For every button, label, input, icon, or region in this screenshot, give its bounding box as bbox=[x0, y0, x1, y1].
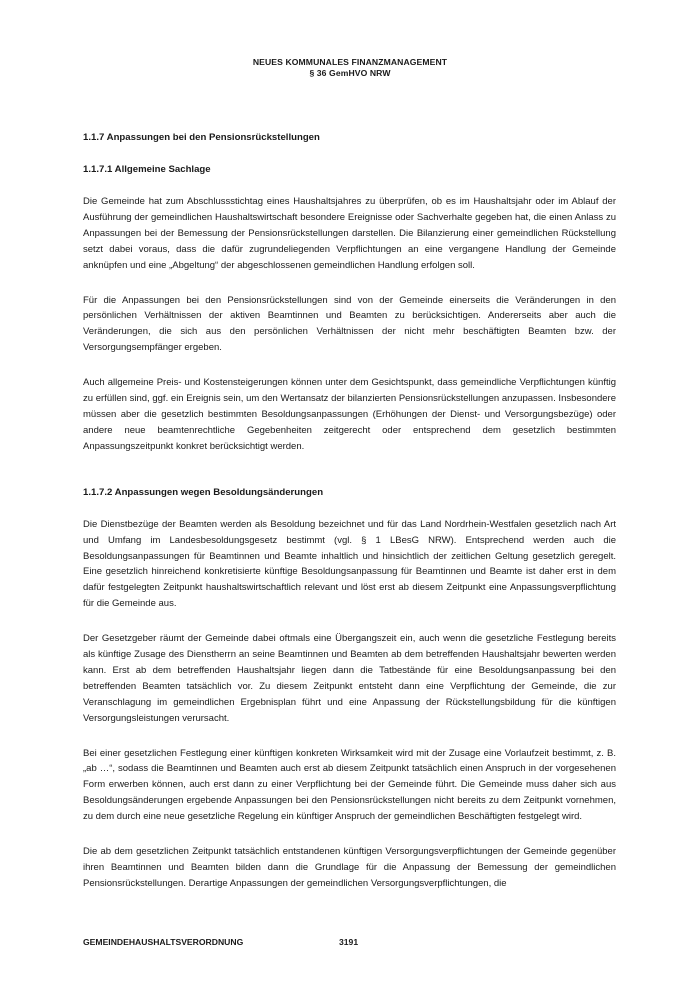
paragraph: Für die Anpassungen bei den Pensionsrückstellungen sind von der Gemeinde einerseits die Veränderungen in den persönlichen Verhältnissen der aktiven Beamtinnen und Beamten zu berücksichtigen. Andererseits aber auch die Veränderungen, die sich aus den persönlichen Verhältnissen der nicht mehr beschäftigten Beamten bzw. der Versorgungsempfänger ergeben. bbox=[83, 294, 616, 354]
paragraph: Die Dienstbezüge der Beamten werden als Besoldung bezeichnet und für das Land Nordrhein-Westfalen gesetzlich nach Art und Umfang im Landesbesoldungsgesetz bestimmt (vgl. § 1 LBesG NRW). Entsprechend werden auch die Besoldungsanpassungen für Beamtinnen und Beamte inhaltlich und hinsichtlich der zeitlichen Geltung gesetzlich geregelt. Eine gesetzlich hinreichend konkretisierte künftige Besoldungsanpassung für Beamtinnen und Beamte ist daher erst in dem dafür festgelegten Zeitpunkt haushaltswirtschaftlich relevant und löst erst ab diesem Zeitpunkt eine Anpassungsverpflichtung für die Gemeinde aus. bbox=[83, 518, 616, 610]
paragraph: Die Gemeinde hat zum Abschlussstichtag eines Haushaltsjahres zu überprüfen, ob es im Haushaltsjahr oder im Ablauf der Ausführung der gemeindlichen Haushaltswirtschaft besondere Ereignisse oder Sachverhalte gegeben hat, die einen Anlass zu Anpassungen bei der Bemessung der Pensionsrückstellungen darstellen. Die Bilanzierung einer gemeindlichen Rückstellung setzt dabei voraus, dass die dafür zugrundeliegenden Verpflichtungen an eine vergangene Handlung der Gemeinde anknüpfen und eine „Abgeltung“ der abgeschlossenen gemeindlichen Handlung erfolgen soll. bbox=[83, 196, 616, 271]
header-title: NEUES KOMMUNALES FINANZMANAGEMENT bbox=[252, 57, 448, 67]
page-number: 3191 bbox=[339, 937, 359, 947]
page-header bbox=[0, 57, 700, 79]
subsection-heading-1: 1.1.7.1 Allgemeine Sachlage bbox=[83, 164, 211, 175]
section-heading: 1.1.7 Anpassungen bei den Pensionsrückstellungen bbox=[83, 132, 320, 143]
paragraph: Die ab dem gesetzlichen Zeitpunkt tatsächlich entstandenen künftigen Versorgungsverpflichtungen der Gemeinde gegenüber ihren Beamtinnen und Beamten bilden dann die Grundlage für die Anpassung der Bemessung der gemeindlichen Pensionsrückstellungen. Derartige Anpassungen der gemeindlichen Versorgungsverpflichtungen, die bbox=[83, 846, 616, 889]
paragraph: Bei einer gesetzlichen Festlegung einer künftigen konkreten Wirksamkeit wird mit der Zusage eine Vorlaufzeit bestimmt, z. B. „ab …“, sodass die Beamtinnen und Beamten auch erst ab diesem Zeitpunkt tatsächlich einen Anspruch in der vorgesehenen Form erwerben können, auch erst dann zu einer Verpflichtung bei der Gemeinde führt. Die Gemeinde muss daher sich aus Besoldungsänderungen ergebende Anpassungen bei den Pensionsrückstellungen nicht bereits zu dem Zeitpunkt vornehmen, zu dem durch eine neue gesetzliche Regelung ein künftiger Anspruch der gemeindlichen Beschäftigten festgelegt wird. bbox=[83, 747, 616, 823]
paragraph: Auch allgemeine Preis- und Kostensteigerungen können unter dem Gesichtspunkt, dass gemeindliche Verpflichtungen künftig zu erfüllen sind, ggf. ein Ereignis sein, um den Wertansatz der bilanzierten Pensionsrückstellungen anzupassen. Insbesondere müssen aber die gesetzlich bestimmten Besoldungsanpassungen (Erhöhungen der Dienst- und Versorgungsbezüge) oder andere neue beamtenrechtliche Gegebenheiten zeitgerecht oder entsprechend dem gesetzlich bestimmten Anpassungszeitpunkt konkret berücksichtigt werden. bbox=[83, 377, 616, 452]
subsection-heading-2: 1.1.7.2 Anpassungen wegen Besoldungsänderungen bbox=[83, 486, 324, 498]
header-subtitle: § 36 GemHVO NRW bbox=[309, 68, 391, 78]
paragraph: Der Gesetzgeber räumt der Gemeinde dabei oftmals eine Übergangszeit ein, auch wenn die gesetzliche Festlegung bereits als künftige Zusage des Dienstherrn an seine Beamtinnen und Beamten ab dem betreffenden Haushaltsjahr bewerten werden kann. Erst ab dem betreffenden Haushaltsjahr liegen dann die Tatbestände für eine Besoldungsanpassung bei den betreffenden Beamten tatsächlich vor. Zu diesem Zeitpunkt entsteht dann eine Verpflichtung der Gemeinde, die zur Veranschlagung im gemeindlichen Ergebnisplan führt und eine Anpassung der Rückstellungsbildung für die künftigen Versorgungsleistungen verursacht. bbox=[83, 633, 616, 724]
page-content bbox=[83, 131, 616, 911]
footer-title: GEMEINDEHAUSHALTSVERORDNUNG bbox=[83, 937, 244, 947]
